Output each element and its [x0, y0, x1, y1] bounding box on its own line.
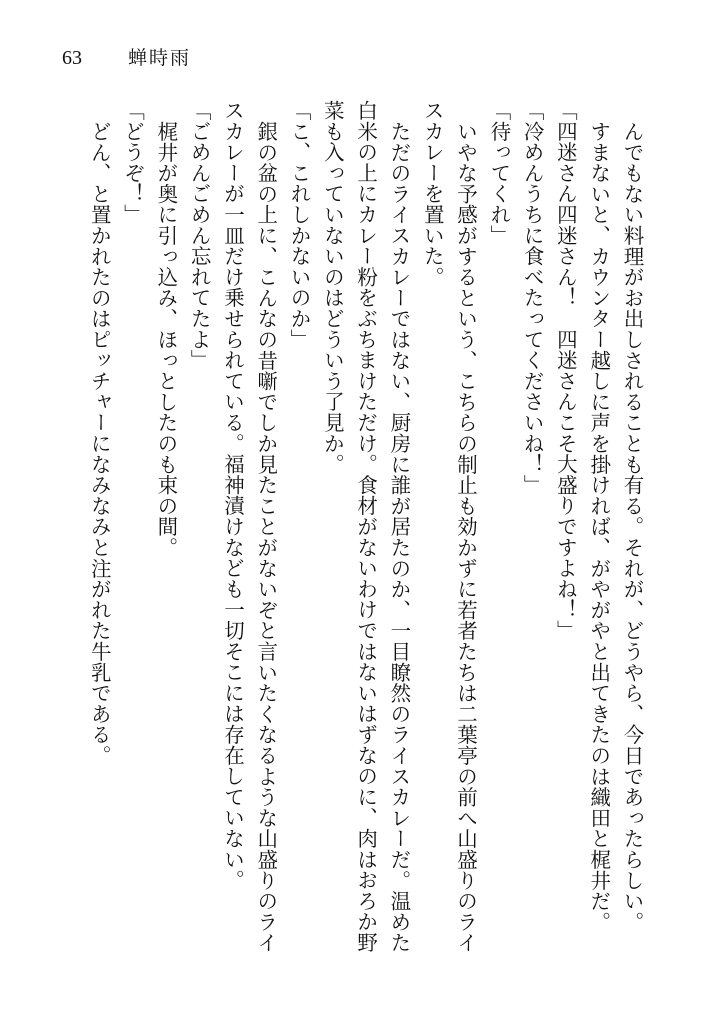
text-line-8: ただのライスカレーではない、厨房に誰が居たのか、一目瞭然のライスカレーだ。温めた	[386, 120, 411, 953]
text-line-10: 菜も入っていないのはどういう了見か。	[320, 100, 345, 475]
text-line-4: 「冷めんうちに食べたってくださいね！」	[520, 100, 545, 496]
text-line-6: いやな予感がするという、こちらの制止も効かずに若者たちは二葉亭の前へ山盛りのライ	[453, 120, 478, 953]
text-line-16: 「どうぞ！」	[120, 100, 145, 225]
running-header	[62, 46, 191, 70]
text-line-9: 白米の上にカレー粉をぶちまけただけ。食材がないわけではないはずなのに、肉はおろか野	[353, 100, 378, 953]
text-line-12: 銀の盆の上に、こんなの昔噺でしか見たことがないぞと言いたくなるような山盛りのライ	[253, 120, 278, 953]
text-line-7: スカレーを置いた。	[420, 100, 445, 288]
text-line-1: んでもない料理がお出しされることも有る。それが、どうやら、今日であったらしい。	[620, 120, 644, 932]
vertical-text-body	[88, 100, 648, 1000]
text-line-13: スカレーが一皿だけ乗せられている。福神漬けなども一切そこには存在していない。	[220, 100, 245, 891]
book-title: 蝉時雨	[128, 47, 192, 69]
page-number: 63	[62, 47, 82, 69]
text-line-17: どん、と置かれたのはピッチャーになみなみと注がれた牛乳である。	[87, 120, 112, 766]
text-line-2: すまないと、カウンター越しに声を掛ければ、がやがやと出てきたのは織田と梶井だ。	[586, 120, 611, 932]
text-line-3: 「四迷さん四迷さん！ 四迷さんこそ大盛りですよね！」	[553, 100, 578, 641]
text-line-11: 「こ、これしかないのか」	[287, 100, 312, 350]
text-line-5: 「待ってくれ」	[486, 100, 511, 246]
text-line-14: 「ごめんごめん忘れてたよ」	[187, 100, 212, 371]
text-line-15: 梶井が奥に引っ込み、ほっとしたのも束の間。	[153, 120, 178, 558]
